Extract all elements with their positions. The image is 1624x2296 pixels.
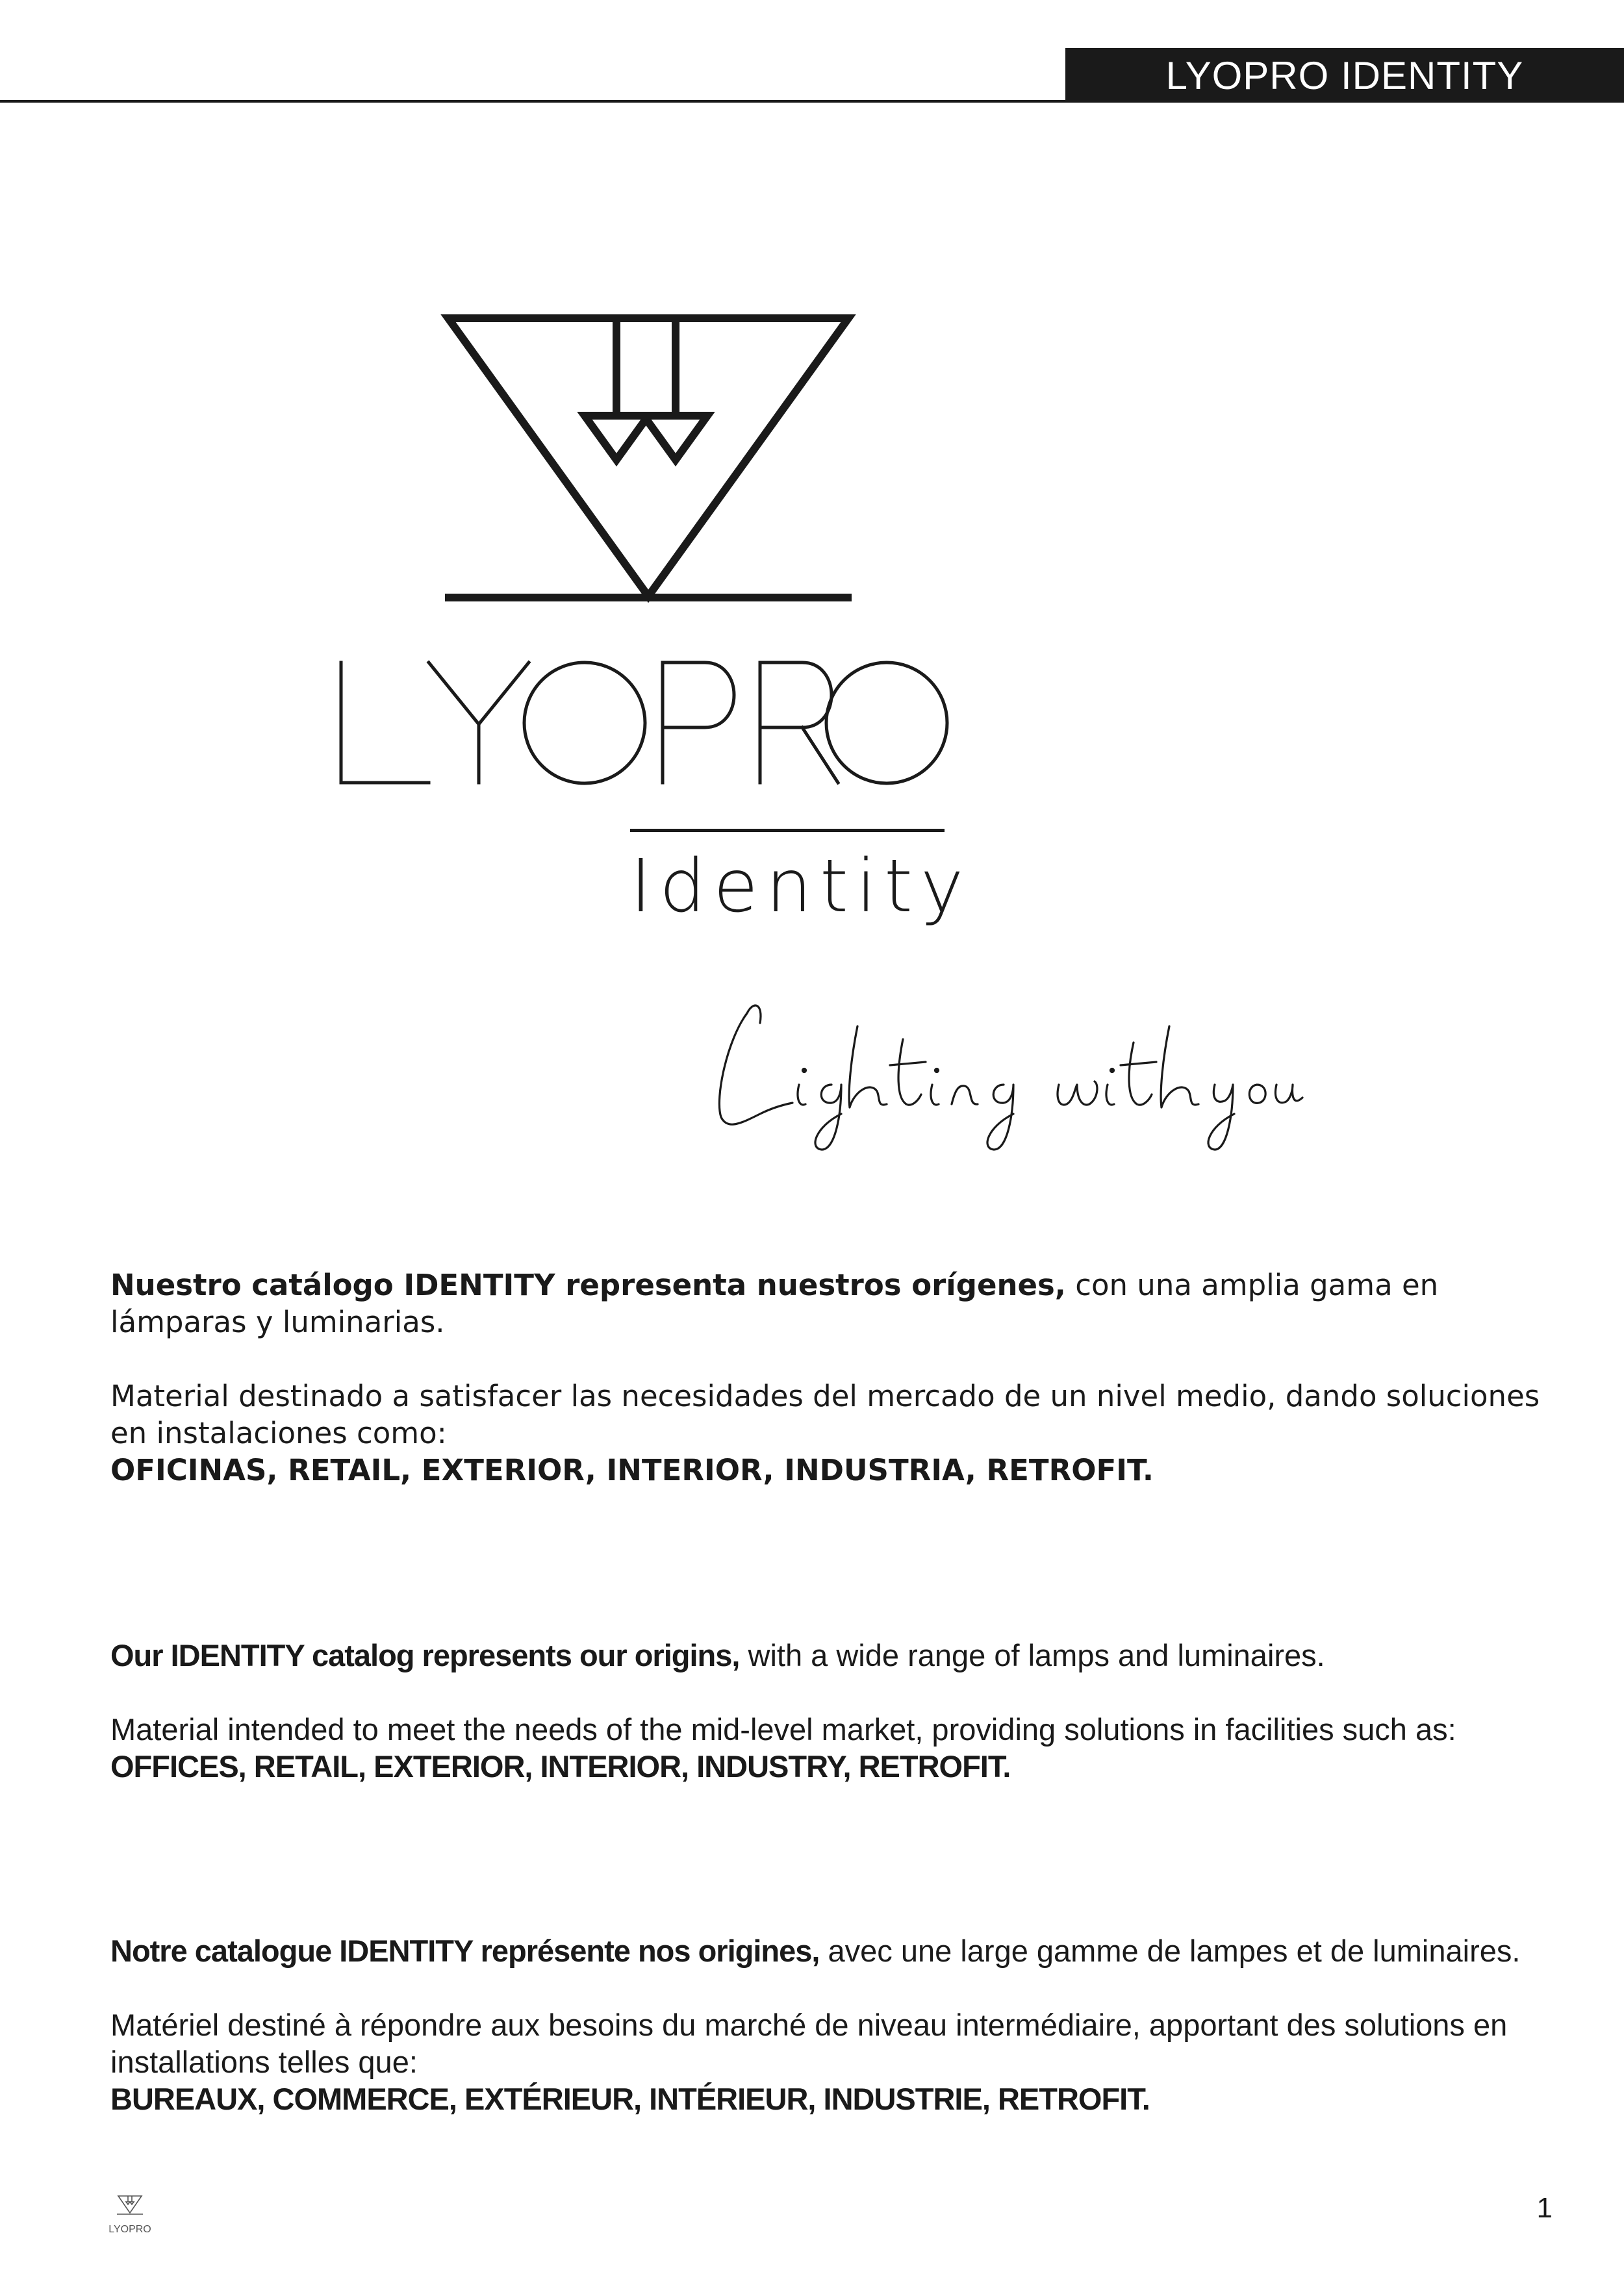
en-lead-rest: with a wide range of lamps and luminaires.	[739, 1638, 1325, 1672]
lyopro-wordmark	[325, 640, 961, 809]
identity-rule	[630, 829, 945, 832]
lyopro-logo-icon	[0, 0, 1624, 624]
footer-logo-icon	[104, 2192, 156, 2254]
en-list: OFFICES, RETAIL, EXTERIOR, INTERIOR, INDUSTRY, RETROFIT.	[110, 1749, 1011, 1784]
tagline-signature	[702, 987, 1306, 1156]
es-lead-rest: con una amplia gama en lámparas y luminarias.	[110, 1268, 1439, 1339]
es-lead	[110, 1267, 1546, 1341]
section-en	[110, 1637, 1546, 1785]
header-title: LYOPRO IDENTITY	[1065, 48, 1624, 103]
es-body: Material destinado a satisfacer las necesidades del mercado de un nivel medio, dando soluciones en instalaciones como:	[110, 1379, 1540, 1450]
fr-lead	[110, 1932, 1546, 1969]
footer-logo-text: LYOPRO	[108, 2224, 151, 2235]
fr-list: BUREAUX, COMMERCE, EXTÉRIEUR, INTÉRIEUR, INDUSTRIE, RETROFIT.	[110, 2082, 1150, 2116]
page-number: 1	[1536, 2192, 1553, 2224]
es-lead-bold: Nuestro catálogo IDENTITY representa nuestros orígenes,	[110, 1268, 1066, 1302]
fr-lead-rest: avec une large gamme de lampes et de luminaires.	[819, 1934, 1521, 1968]
en-body: Material intended to meet the needs of the mid-level market, providing solutions in facilities such as:	[110, 1712, 1456, 1747]
en-lead-bold: Our IDENTITY catalog represents our origins,	[110, 1638, 740, 1672]
fr-lead-bold: Notre catalogue IDENTITY représente nos origines,	[110, 1934, 820, 1968]
logo-subword: Identity	[630, 844, 972, 929]
fr-body: Matériel destiné à répondre aux besoins du marché de niveau intermédiaire, apportant des solutions en installations telles que:	[110, 2008, 1508, 2079]
es-list: OFICINAS, RETAIL, EXTERIOR, INTERIOR, INDUSTRIA, RETROFIT.	[110, 1453, 1154, 1487]
en-lead	[110, 1637, 1546, 1674]
section-es	[110, 1267, 1546, 1489]
section-fr	[110, 1932, 1546, 2117]
